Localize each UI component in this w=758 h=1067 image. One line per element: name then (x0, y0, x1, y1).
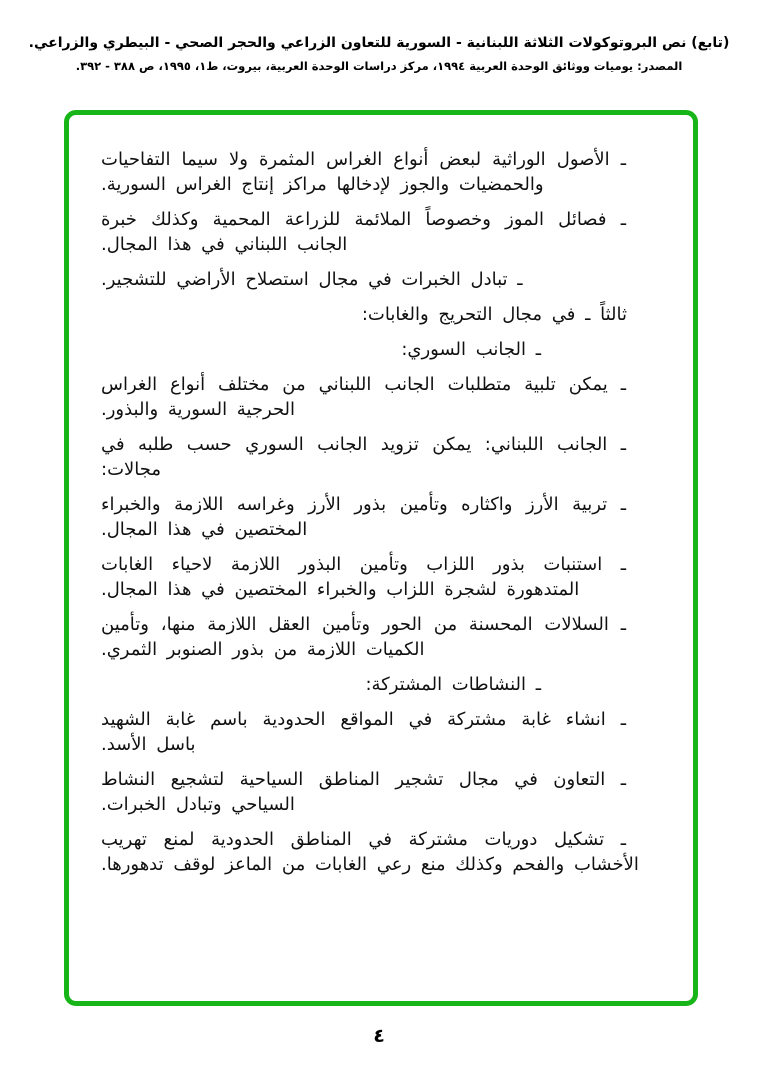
paragraph: ـ النشاطات المشتركة: (365, 674, 541, 695)
paragraph: ـ تربية الأرز واكثاره وتأمين بذور الأرز وغراسه اللازمة والخبراء المختصين في هذا المجال. (101, 494, 626, 540)
paragraph: ـ تبادل الخبرات في مجال استصلاح الأراضي للتشجير. (101, 269, 523, 290)
paragraph: ـ فصائل الموز وخصوصاً الملائمة للزراعة المحمية وكذلك خبرة الجانب اللبناني في هذا المجال. (101, 209, 626, 255)
paragraph: ـ الجانب اللبناني: يمكن تزويد الجانب السوري حسب طلبه في مجالات: (101, 434, 626, 480)
document-source-citation: المصدر: يوميات ووثائق الوحدة العربية ١٩٩٤، مركز دراسات الوحدة العربية، بيروت، ط١، ١٩٩٥، ص ٣٨٨ - ٣٩٢. (75, 59, 683, 73)
document-frame (64, 110, 698, 1006)
paragraph: ـ الجانب السوري: (401, 339, 541, 360)
page-header (0, 32, 758, 75)
page-number: ٤ (373, 1025, 385, 1047)
document-title: (تابع) نص البروتوكولات الثلاثة اللبنانية - السورية للتعاون الزراعي والحجر الصحي - البيطري والزراعي. (28, 35, 730, 51)
paragraph: ـ التعاون في مجال تشجير المناطق السياحية لتشجيع النشاط السياحي وتبادل الخبرات. (101, 769, 626, 815)
paragraph: ـ السلالات المحسنة من الحور وتأمين العقل اللازمة منها، وتأمين الكميات اللازمة من بذور الصنوبر الثمري. (101, 614, 626, 660)
paragraph: ـ يمكن تلبية متطلبات الجانب اللبناني من مختلف أنواع الغراس الحرجية السورية والبذور. (101, 374, 626, 420)
paragraph: ـ انشاء غابة مشتركة في المواقع الحدودية باسم غابة الشهيد باسل الأسد. (101, 709, 626, 755)
paragraph: ـ استنبات بذور اللزاب وتأمين البذور اللازمة لاحياء الغابات المتدهورة لشجرة اللزاب والخبراء المختصين في هذا المجال. (101, 554, 626, 600)
paragraph: ـ الأصول الوراثية لبعض أنواع الغراس المثمرة ولا سيما التفاحيات والحمضيات والجوز لإدخالها مراكز إنتاج الغراس السورية. (101, 149, 626, 195)
paragraph: ـ تشكيل دوريات مشتركة في المناطق الحدودية لمنع تهريب الأخشاب والفحم وكذلك منع رعي الغابات من الماعز لوقف تدهورها. (101, 829, 639, 875)
paragraph: ثالثاً ـ في مجال التحريج والغابات: (361, 304, 627, 325)
